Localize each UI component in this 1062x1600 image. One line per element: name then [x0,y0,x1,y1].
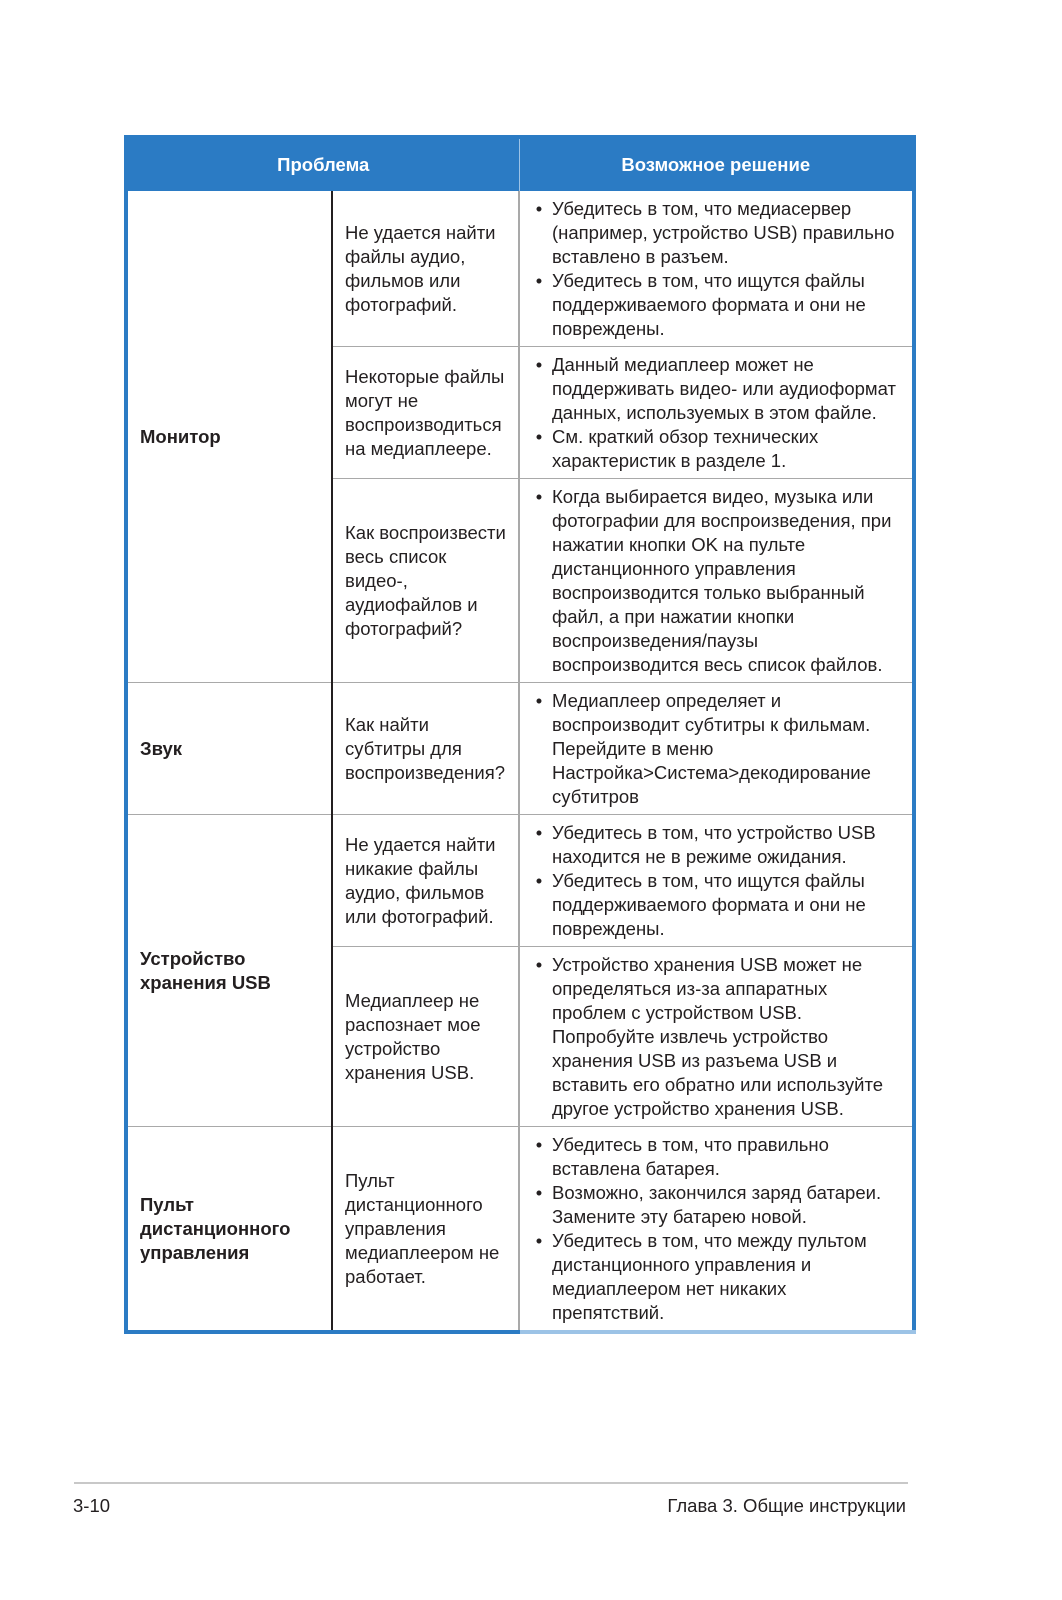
solution-item [532,353,902,425]
solution-item [532,1133,902,1181]
bullet-icon: • [535,354,543,375]
page-number: 3-10 [73,1495,111,1516]
solution-item [532,821,902,869]
solution-item [532,953,902,1121]
header-problem: Проблема [126,137,519,191]
problem-cell: Медиаплеер не распознает мое устройство хранения USB. [332,947,519,1127]
category-usb: Устройство хранения USB [126,815,332,1127]
solution-item [532,1229,902,1325]
solution-text: Медиаплеер определяет и воспроизводит субтитры к фильмам. Перейдите в меню Настройка>Система>декодирование субтитров [552,690,871,807]
solution-cell [519,947,914,1127]
problem-cell: Как воспроизвести весь список видео-, аудиофайлов и фотографий? [332,479,519,683]
solution-cell [519,1127,914,1333]
troubleshooting-table-container [124,135,912,1334]
bullet-icon: • [535,270,543,291]
solution-item [532,1181,902,1229]
table-row [126,815,914,947]
solution-text: См. краткий обзор технических характеристик в разделе 1. [552,426,819,471]
bullet-icon: • [535,426,543,447]
solution-list [532,197,902,341]
category-sound: Звук [126,683,332,815]
solution-text: Убедитесь в том, что между пультом дистанционного управления и медиаплеером нет никаких препятствий. [552,1230,867,1323]
table-header-row [126,137,914,191]
solution-list [532,953,902,1121]
problem-cell: Пульт дистанционного управления медиаплеером не работает. [332,1127,519,1333]
solution-cell [519,479,914,683]
solution-list [532,1133,902,1325]
solution-item [532,197,902,269]
header-solution: Возможное решение [519,137,914,191]
footer-divider [74,1482,908,1484]
solution-list [532,353,902,473]
troubleshooting-table [124,135,916,1334]
solution-text: Возможно, закончился заряд батареи. Замените эту батарею новой. [552,1182,882,1227]
bullet-icon: • [535,954,543,975]
solution-item [532,869,902,941]
solution-cell [519,347,914,479]
solution-list [532,689,902,809]
solution-text: Убедитесь в том, что ищутся файлы поддерживаемого формата и они не повреждены. [552,270,866,339]
solution-cell [519,815,914,947]
table-row [126,1127,914,1333]
solution-text: Убедитесь в том, что медиасервер (например, устройство USB) правильно вставлено в разъем. [552,198,895,267]
solution-item [532,485,902,677]
category-remote: Пульт дистанционного управления [126,1127,332,1333]
problem-cell: Как найти субтитры для воспроизведения? [332,683,519,815]
problem-cell: Некоторые файлы могут не воспроизводиться на медиаплеере. [332,347,519,479]
solution-text: Устройство хранения USB может не определяться из-за аппаратных проблем с устройством USB. Попробуйте извлечь устройство хранения USB из разъема USB и вставить его обратно или используйте другое устройство хранения USB. [552,954,884,1119]
solution-list [532,485,902,677]
bullet-icon: • [535,486,543,507]
problem-cell: Не удается найти файлы аудио, фильмов или фотографий. [332,191,519,347]
bullet-icon: • [535,870,543,891]
solution-cell [519,683,914,815]
solution-text: Убедитесь в том, что устройство USB находится не в режиме ожидания. [552,822,876,867]
table-row [126,191,914,347]
bullet-icon: • [535,1230,543,1251]
problem-cell: Не удается найти никакие файлы аудио, фильмов или фотографий. [332,815,519,947]
solution-item [532,269,902,341]
solution-cell [519,191,914,347]
bullet-icon: • [535,198,543,219]
solution-text: Когда выбирается видео, музыка или фотографии для воспроизведения, при нажатии кнопки OK на пульте дистанционного управления воспроизводится только выбранный файл, а при нажатии кнопки воспроизведения/паузы воспроизводится весь список файлов. [552,486,892,675]
solution-text: Убедитесь в том, что правильно вставлена батарея. [552,1134,829,1179]
solution-item [532,689,902,809]
chapter-title: Глава 3. Общие инструкции [667,1495,906,1516]
solution-item [532,425,902,473]
bullet-icon: • [535,822,543,843]
solution-list [532,821,902,941]
category-monitor: Монитор [126,191,332,683]
bullet-icon: • [535,690,543,711]
bullet-icon: • [535,1134,543,1155]
bullet-icon: • [535,1182,543,1203]
table-row [126,683,914,815]
solution-text: Данный медиаплеер может не поддерживать видео- или аудиоформат данных, используемых в этом файле. [552,354,896,423]
solution-text: Убедитесь в том, что ищутся файлы поддерживаемого формата и они не повреждены. [552,870,866,939]
